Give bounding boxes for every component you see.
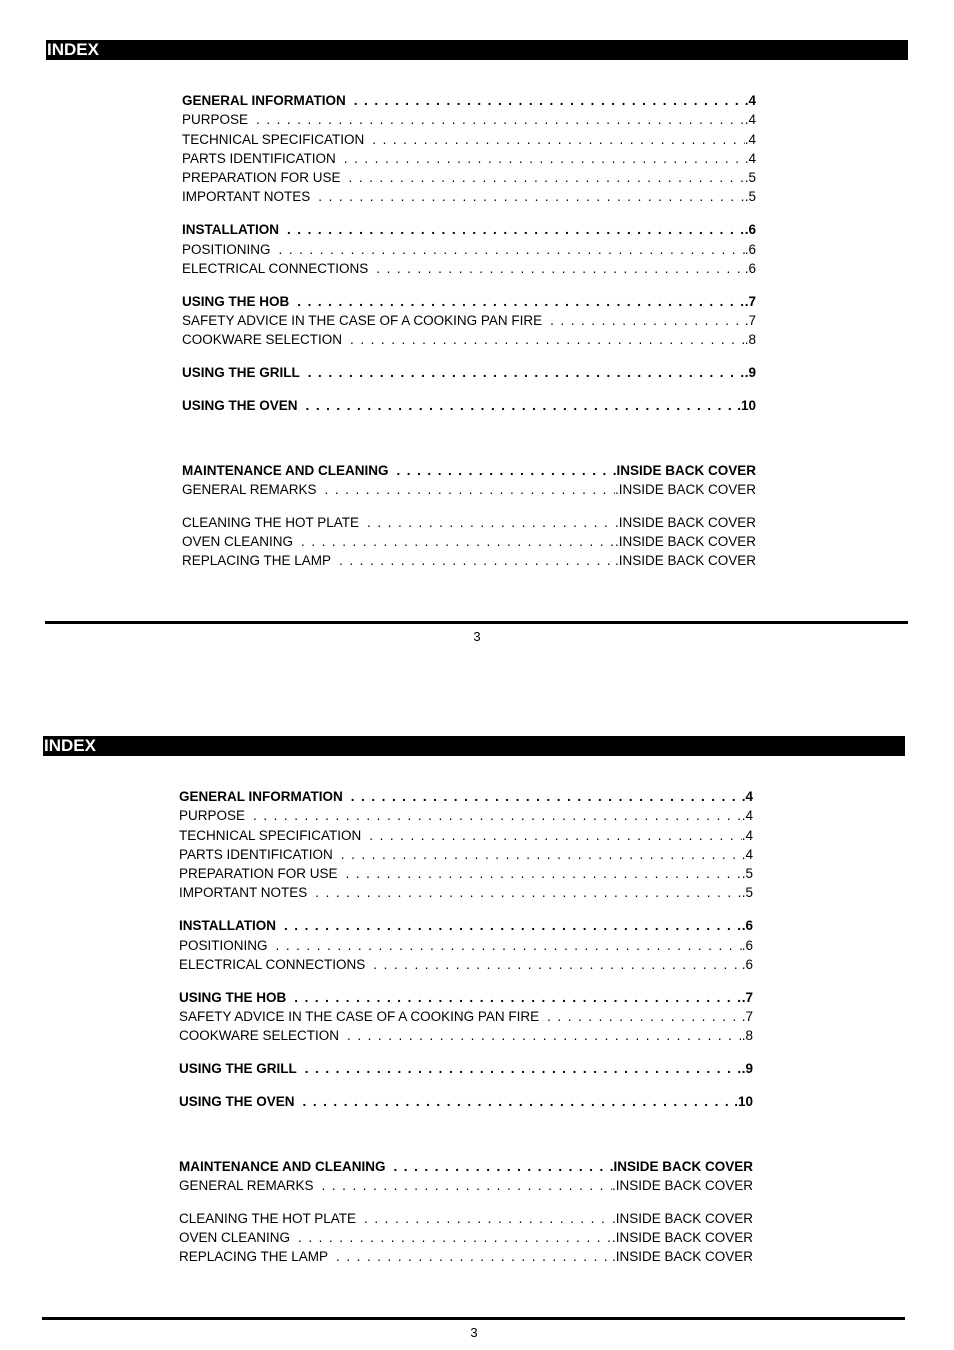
toc-item[interactable]: COOKWARE SELECTION . . . .8 <box>179 1026 753 1045</box>
toc-heading[interactable]: GENERAL INFORMATION . . . .4 <box>179 787 753 806</box>
index-title-bar <box>46 40 908 60</box>
toc-item[interactable]: COOKWARE SELECTION . . . .8 <box>182 330 756 349</box>
index-title: INDEX <box>47 40 99 59</box>
toc-item[interactable]: REPLACING THE LAMP . . . .INSIDE BACK COVER <box>182 551 756 570</box>
table-of-contents <box>179 787 753 1267</box>
toc-heading[interactable]: USING THE GRILL . . . .9 <box>182 363 756 382</box>
table-of-contents <box>182 91 756 571</box>
toc-heading[interactable]: USING THE OVEN . . . .10 <box>182 396 756 415</box>
toc-heading[interactable]: INSTALLATION . . . .6 <box>179 916 753 935</box>
toc-heading[interactable]: INSTALLATION . . . .6 <box>182 220 756 239</box>
page-number: 3 <box>473 629 481 644</box>
toc-item[interactable]: SAFETY ADVICE IN THE CASE OF A COOKING PAN FIRE . . . .7 <box>179 1007 753 1026</box>
toc-item[interactable]: PREPARATION FOR USE . . . .5 <box>182 168 756 187</box>
toc-item[interactable]: PARTS IDENTIFICATION . . . .4 <box>182 149 756 168</box>
footer-rule <box>45 621 908 624</box>
toc-item[interactable]: PARTS IDENTIFICATION . . . .4 <box>179 845 753 864</box>
toc-item[interactable]: IMPORTANT NOTES . . . .5 <box>182 187 756 206</box>
index-title: INDEX <box>44 736 96 755</box>
index-title-bar <box>43 736 905 756</box>
toc-item[interactable]: TECHNICAL SPECIFICATION . . . .4 <box>179 826 753 845</box>
toc-item[interactable]: OVEN CLEANING . . . .INSIDE BACK COVER <box>179 1228 753 1247</box>
toc-item[interactable]: ELECTRICAL CONNECTIONS . . . .6 <box>182 259 756 278</box>
toc-item[interactable]: ELECTRICAL CONNECTIONS . . . .6 <box>179 955 753 974</box>
toc-heading[interactable]: USING THE HOB . . . .7 <box>182 292 756 311</box>
toc-item[interactable]: OVEN CLEANING . . . .INSIDE BACK COVER <box>182 532 756 551</box>
toc-item[interactable]: CLEANING THE HOT PLATE . . . .INSIDE BACK COVER <box>179 1209 753 1228</box>
toc-heading[interactable]: USING THE HOB . . . .7 <box>179 988 753 1007</box>
toc-item[interactable]: POSITIONING . . . .6 <box>182 240 756 259</box>
toc-item[interactable]: REPLACING THE LAMP . . . .INSIDE BACK COVER <box>179 1247 753 1266</box>
toc-item[interactable]: CLEANING THE HOT PLATE . . . .INSIDE BACK COVER <box>182 513 756 532</box>
toc-heading[interactable]: USING THE OVEN . . . .10 <box>179 1092 753 1111</box>
toc-item[interactable]: SAFETY ADVICE IN THE CASE OF A COOKING PAN FIRE . . . .7 <box>182 311 756 330</box>
footer-rule <box>42 1317 905 1320</box>
toc-item[interactable]: PREPARATION FOR USE . . . .5 <box>179 864 753 883</box>
toc-item[interactable]: PURPOSE . . . .4 <box>179 806 753 825</box>
page-number: 3 <box>470 1325 478 1340</box>
toc-heading[interactable]: MAINTENANCE AND CLEANING . . . .INSIDE BACK COVER <box>179 1157 753 1176</box>
toc-heading[interactable]: GENERAL INFORMATION . . . .4 <box>182 91 756 110</box>
toc-heading[interactable]: MAINTENANCE AND CLEANING . . . .INSIDE BACK COVER <box>182 461 756 480</box>
toc-item[interactable]: PURPOSE . . . .4 <box>182 110 756 129</box>
toc-item[interactable]: IMPORTANT NOTES . . . .5 <box>179 883 753 902</box>
toc-item[interactable]: GENERAL REMARKS . . . .INSIDE BACK COVER <box>179 1176 753 1195</box>
toc-heading[interactable]: USING THE GRILL . . . .9 <box>179 1059 753 1078</box>
toc-item[interactable]: POSITIONING . . . .6 <box>179 936 753 955</box>
toc-item[interactable]: GENERAL REMARKS . . . .INSIDE BACK COVER <box>182 480 756 499</box>
toc-item[interactable]: TECHNICAL SPECIFICATION . . . .4 <box>182 130 756 149</box>
